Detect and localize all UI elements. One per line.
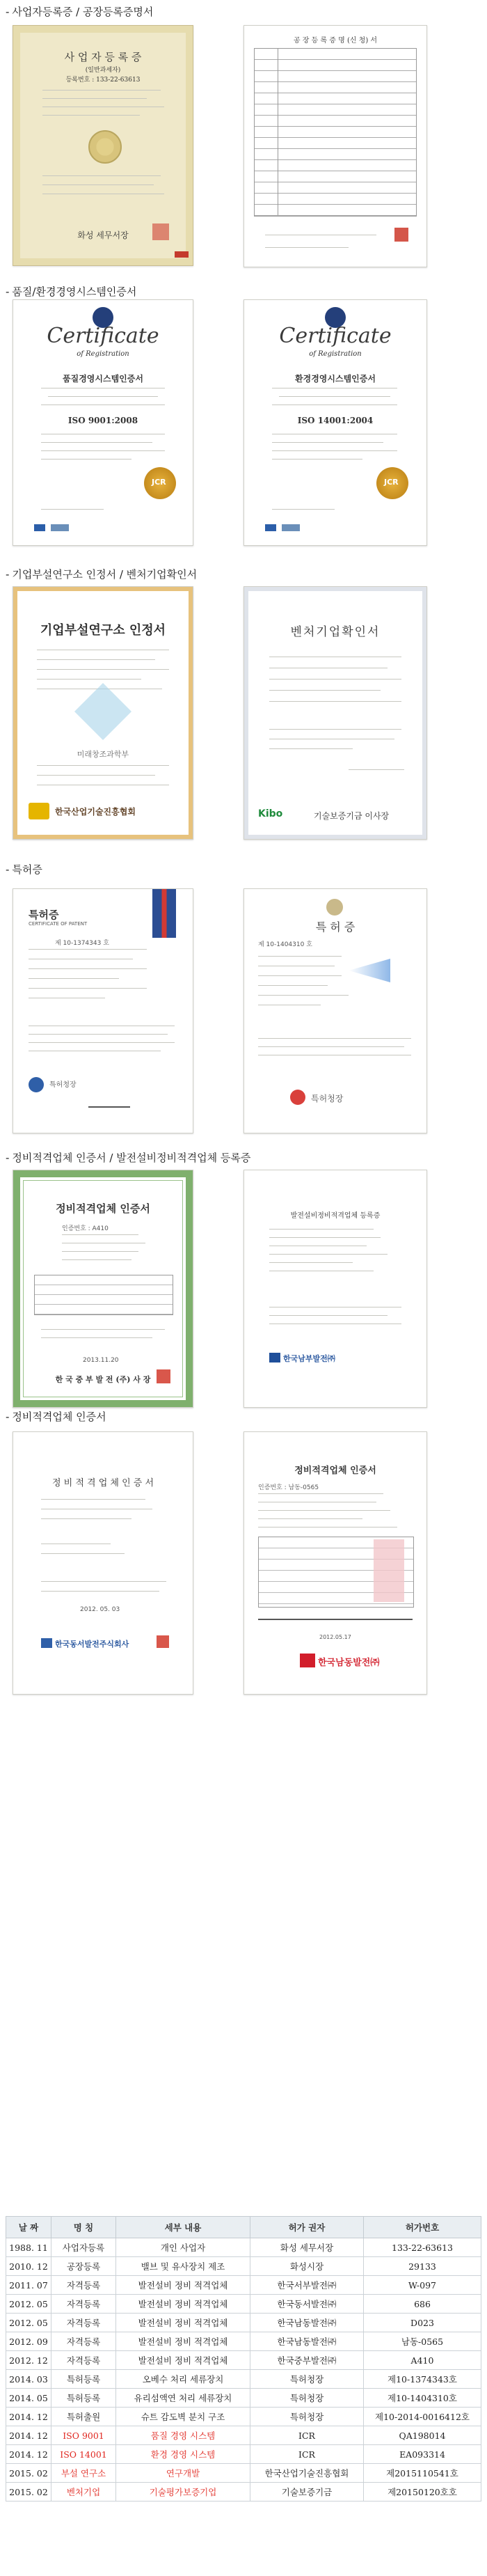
seal-label: JCR [384,478,399,487]
cell-name: 자격등록 [51,2314,116,2332]
cell-authority: 한국동서발전㈜ [250,2295,364,2314]
cell-name: 사업자등록 [51,2238,116,2257]
doc-title: 정비적격업체 인증서 [56,1202,150,1215]
stamp-icon [394,228,408,242]
table-row [6,2483,481,2502]
cell-authority: 특허청장 [250,2370,364,2389]
table-row [6,2295,481,2314]
cell-name: 벤처기업 [51,2483,116,2502]
cell-date: 2012. 05 [6,2295,51,2314]
nts-logo [175,251,189,258]
section-iso-certificates [0,278,487,543]
kipo-emblem-icon [290,1090,305,1105]
table-header-row [6,2217,481,2238]
rnd-lab-certificate [13,586,193,840]
issuer: 특허청장 [311,1094,344,1104]
cell-date: 2012. 05 [6,2314,51,2332]
issuer: 한 국 중 부 발 전 (주) 사 장 [55,1375,151,1384]
section-title: - 정비적격업체 인증서 [6,1411,106,1423]
issuer: 화성 세무서장 [77,230,129,240]
kosep-logo-icon [300,1654,315,1667]
venture-certificate [244,586,427,840]
maintenance-certificate-ewp [13,1431,193,1695]
section-title: - 정비적격업체 인증서 / 발전설비정비적격업체 등록증 [6,1152,251,1164]
doc-title: 사 업 자 등 록 증 [64,51,142,63]
stamp-icon [157,1369,170,1383]
issuer: 한국남부발전㈜ [283,1354,335,1363]
doc-title: 정 비 적 격 업 체 인 증 서 [51,1478,154,1489]
cell-name: 자격등록 [51,2276,116,2295]
maintenance-registration-kospo [244,1170,427,1408]
patent-certificate-1 [13,888,193,1133]
certificate-script: Certificate [279,324,392,348]
col-permit-number: 허가번호 [364,2217,481,2238]
section-title: - 사업자등록증 / 공장등록증명서 [6,6,154,18]
issuer: 기술보증기금 이사장 [314,811,390,821]
col-authority: 허가 권자 [250,2217,364,2238]
cell-detail: 환경 경영 시스템 [116,2445,250,2464]
cell-permit-number: D023 [364,2314,481,2332]
cell-detail: 기술평가보증기업 [116,2483,250,2502]
maintenance-certificate-komipo [13,1170,193,1408]
iso9001-certificate [13,299,193,546]
ribbon-icon [152,889,176,938]
accreditation-logo [282,524,300,531]
cell-authority: 한국남동발전㈜ [250,2314,364,2332]
cell-permit-number: W-097 [364,2276,481,2295]
table-row [6,2370,481,2389]
kospo-logo-icon [269,1353,280,1362]
form-table [254,48,417,217]
cell-permit-number: 686 [364,2295,481,2314]
kipo-emblem-icon [29,1077,44,1092]
cell-date: 1988. 11 [6,2238,51,2257]
accreditation-logo [265,524,276,531]
cell-detail: 발전설비 정비 적격업체 [116,2295,250,2314]
doc-title: 벤처기업확인서 [290,625,381,639]
cell-detail: 개인 사업자 [116,2238,250,2257]
stamp-icon [152,223,169,240]
koita-logo [29,803,49,819]
cell-detail: 발전설비 정비 적격업체 [116,2276,250,2295]
cell-authority: 화성 세무서장 [250,2238,364,2257]
cell-detail: 연구개발 [116,2464,250,2483]
iso-standard: ISO 9001:2008 [67,416,138,425]
cell-authority: 한국서부발전㈜ [250,2276,364,2295]
cell-detail: 오베수 처리 세류장치 [116,2370,250,2389]
cert-number: 인증번호 : A410 [62,1225,109,1232]
table-row [6,2238,481,2257]
section-title: - 특허증 [6,863,42,876]
issuer: 한국동서발전주식회사 [55,1640,129,1649]
cell-name: 자격등록 [51,2332,116,2351]
certificate-script: Certificate [47,324,159,348]
cell-permit-number: 남동-0565 [364,2332,481,2351]
cell-permit-number: 제10-1404310호 [364,2389,481,2408]
cell-authority: 특허청장 [250,2389,364,2408]
patent-number: 제 10-1374343 호 [55,940,109,947]
cell-date: 2014. 12 [6,2408,51,2426]
cert-number: 인증번호 : 남동-0565 [258,1484,319,1491]
cell-detail: 품질 경영 시스템 [116,2426,250,2445]
seal-emblem-icon [88,130,122,164]
cell-date: 2014. 12 [6,2445,51,2464]
cell-permit-number: 제2015110541호 [364,2464,481,2483]
cell-permit-number: 제10-2014-0016412호 [364,2408,481,2426]
doc-title: 발전설비정비적격업체 등록증 [290,1212,381,1220]
table-row [6,2426,481,2445]
cell-authority: 화성시장 [250,2257,364,2276]
certificate-kr-title: 환경경영시스템인증서 [295,374,376,384]
cell-name: 특허등록 [51,2370,116,2389]
doc-title: 특허증 [29,909,59,921]
issuer: 특허청장 [49,1081,77,1089]
patent-number: 제 10-1404310 호 [258,941,312,948]
seal-label: JCR [152,478,166,487]
cell-permit-number: 제10-1374343호 [364,2370,481,2389]
watermark-icon [349,959,390,982]
cell-name: 자격등록 [51,2351,116,2370]
ewp-logo-icon [41,1638,52,1648]
certificate-sub: of Registration [309,350,362,358]
org-name: 한국산업기술진흥협회 [55,807,136,817]
cell-name: 자격등록 [51,2295,116,2314]
iso-standard: ISO 14001:2004 [297,416,374,425]
certification-history-table [6,2216,481,2502]
table-row [6,2389,481,2408]
col-detail: 세부 내용 [116,2217,250,2238]
doc-subtitle: (일반과세자) [85,67,121,74]
patent-certificate-2 [244,888,427,1133]
cell-permit-number: 133-22-63613 [364,2238,481,2257]
table-row [6,2314,481,2332]
table-row [6,2276,481,2295]
cell-detail: 발전설비 정비 적격업체 [116,2351,250,2370]
stamp-icon [157,1635,169,1648]
scope-table [34,1275,173,1315]
cell-name: 공장등록 [51,2257,116,2276]
certificate-sub: of Registration [77,350,129,358]
cell-authority: 한국중부발전㈜ [250,2351,364,2370]
factory-registration-certificate [244,25,427,267]
section-title: - 품질/환경경영시스템인증서 [6,285,137,298]
cell-date: 2011. 07 [6,2276,51,2295]
section-maintenance-certificates [0,1142,487,1392]
section-rnd-venture [0,557,487,849]
cell-date: 2015. 02 [6,2464,51,2483]
cell-authority: 한국남동발전㈜ [250,2332,364,2351]
cell-detail: 유리섬액연 처리 세류장치 [116,2389,250,2408]
accreditation-logo [51,524,69,531]
cell-name: 특허출원 [51,2408,116,2426]
issue-date: 2013.11.20 [83,1357,119,1364]
table-row [6,2257,481,2276]
section-maintenance-certificates-2 [0,1392,487,1671]
cell-date: 2012. 12 [6,2351,51,2370]
issue-date: 2012. 05. 03 [80,1606,120,1613]
cell-permit-number: 29133 [364,2257,481,2276]
cell-date: 2012. 09 [6,2332,51,2351]
cell-authority: 한국산업기술진흥협회 [250,2464,364,2483]
cell-detail: 밸브 및 유사장치 제조 [116,2257,250,2276]
cell-date: 2010. 12 [6,2257,51,2276]
col-name: 명 칭 [51,2217,116,2238]
cell-authority: ICR [250,2445,364,2464]
cell-permit-number: 제20150120호호 [364,2483,481,2502]
cell-authority: 기술보증기금 [250,2483,364,2502]
table-row [6,2332,481,2351]
cell-detail: 발전설비 정비 적격업체 [116,2314,250,2332]
cell-name: ISO 14001 [51,2445,116,2464]
cell-authority: 특허청장 [250,2408,364,2426]
issue-date: 2012.05.17 [319,1634,351,1640]
cell-detail: 슈트 감도벽 분치 구조 [116,2408,250,2426]
cell-date: 2014. 12 [6,2426,51,2445]
iso14001-certificate [244,299,427,546]
cell-permit-number: QA198014 [364,2426,481,2445]
cell-date: 2014. 05 [6,2389,51,2408]
table-row [6,2464,481,2483]
cell-name: 특허등록 [51,2389,116,2408]
issuer: 한국남동발전㈜ [318,1658,380,1668]
maintenance-certificate-kosep [244,1431,427,1695]
section-title: - 기업부설연구소 인정서 / 벤처기업확인서 [6,568,198,581]
cell-name: ISO 9001 [51,2426,116,2445]
business-registration-certificate [13,25,193,266]
cell-name: 부설 연구소 [51,2464,116,2483]
kibo-logo: Kibo [258,808,283,819]
section-business-registration [0,0,487,240]
cell-date: 2014. 03 [6,2370,51,2389]
table-row [6,2351,481,2370]
ministry-name: 미래창조과학부 [77,750,129,759]
cell-authority: ICR [250,2426,364,2445]
cell-permit-number: A410 [364,2351,481,2370]
cell-detail: 발전설비 정비 적격업체 [116,2332,250,2351]
registration-number: 등록번호 : 133-22-63613 [65,77,141,84]
col-date: 날 짜 [6,2217,51,2238]
table-row [6,2445,481,2464]
cell-permit-number: EA093314 [364,2445,481,2464]
stamp-icon [374,1539,404,1602]
certificate-kr-title: 품질경영시스템인증서 [63,374,143,384]
table-row [6,2408,481,2426]
doc-title: 특 허 증 [315,920,356,934]
doc-title: 정비적격업체 인증서 [294,1466,376,1476]
doc-title: 기업부설연구소 인정서 [40,623,166,638]
doc-title: 공 장 등 록 증 명 (신 청) 서 [293,37,378,45]
cell-date: 2015. 02 [6,2483,51,2502]
accreditation-logo [34,524,45,531]
section-patents [0,849,487,1128]
doc-subtitle: CERTIFICATE OF PATENT [29,921,88,927]
emblem-icon [326,899,343,916]
